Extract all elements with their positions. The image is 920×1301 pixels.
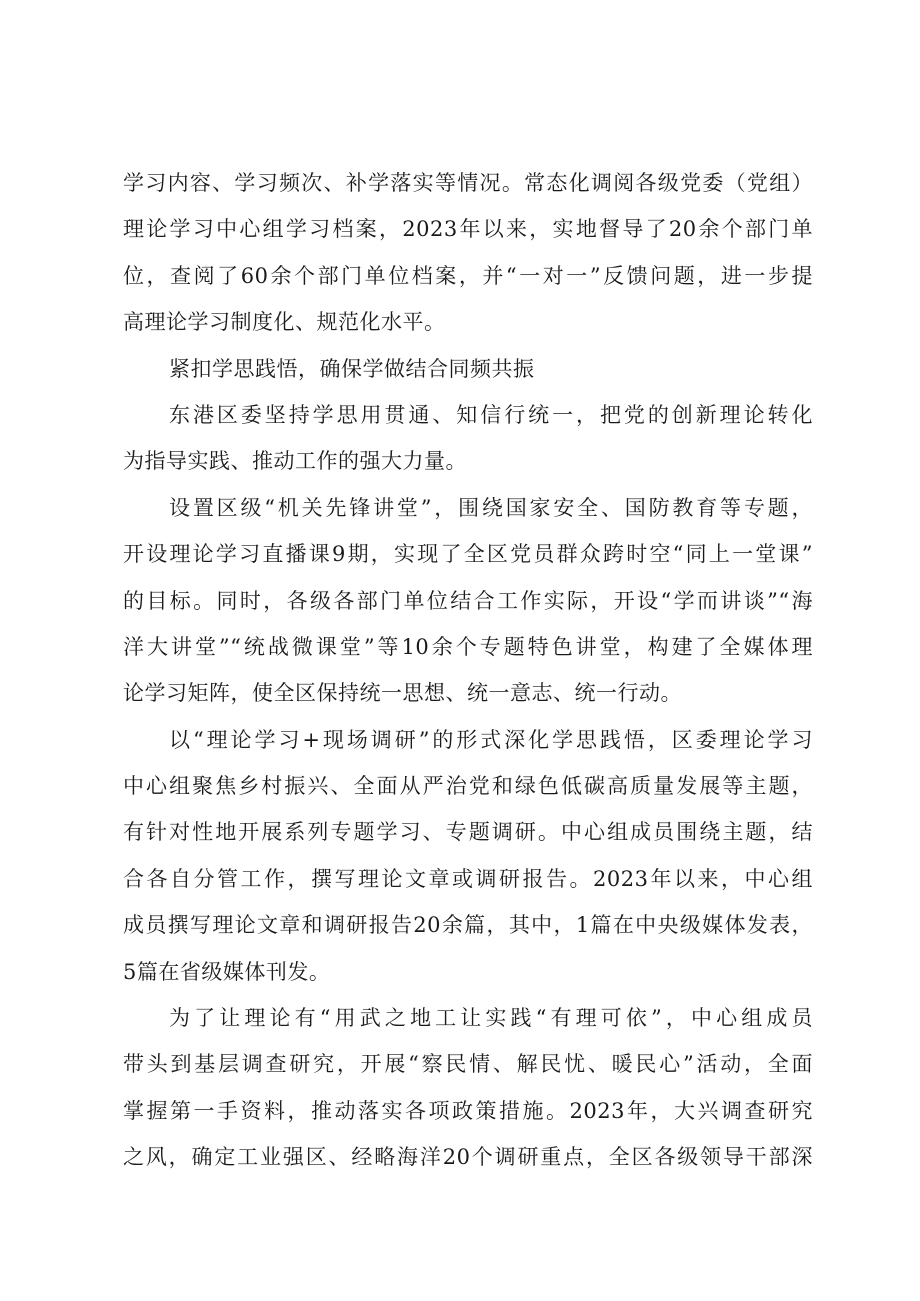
text-line: 设置区级“机关先锋讲堂”，围绕国家安全、国防教育等专题， — [169, 495, 813, 520]
text-line: 有针对性地开展系列专题学习、专题调研。中心组成员围绕主题，结 — [123, 820, 813, 845]
text-line: 合各自分管工作，撰写理论文章或调研报告。2023年以来，中心组 — [123, 866, 813, 891]
paragraph — [123, 392, 813, 485]
text-line: 位，查阅了60余个部门单位档案，并“一对一”反馈问题，进一步提 — [123, 263, 813, 288]
text-line: 为了让理论有“用武之地工让实践“有理可依”，中心组成员 — [169, 1006, 813, 1031]
text-line: 开设理论学习直播课9期，实现了全区党员群众跨时空“同上一堂课” — [123, 542, 813, 567]
text-line: 洋大讲堂”“统战微课堂”等10余个专题特色讲堂，构建了全媒体理 — [123, 634, 813, 659]
text-line: 东港区委坚持学思用贯通、知信行统一，把党的创新理论转化 — [169, 402, 813, 427]
text-line: 的目标。同时，各级各部门单位结合工作实际，开设“学而讲谈”“海 — [123, 588, 813, 613]
text-line: 高理论学习制度化、规范化水平。 — [123, 310, 446, 335]
text-line: 成员撰写理论文章和调研报告20余篇，其中，1篇在中央级媒体发表， — [123, 913, 813, 938]
text-line: 之风，确定工业强区、经略海洋20个调研重点，全区各级领导干部深 — [123, 1145, 813, 1170]
text-line: 论学习矩阵，使全区保持统一思想、统一意志、统一行动。 — [123, 681, 682, 706]
document-body — [123, 160, 813, 1181]
text-line: 中心组聚焦乡村振兴、全面从严治党和绿色低碳高质量发展等主题， — [123, 774, 813, 799]
paragraph — [123, 160, 813, 346]
text-line: 紧扣学思践悟，确保学做结合同频共振 — [169, 356, 535, 381]
text-line: 掌握第一手资料，推动落实各项政策措施。2023年，大兴调查研究 — [123, 1098, 813, 1123]
text-line: 理论学习中心组学习档案，2023年以来，实地督导了20余个部门单 — [123, 217, 813, 242]
text-line: 为指导实践、推动工作的强大力量。 — [123, 449, 467, 474]
paragraph — [123, 995, 813, 1181]
paragraph — [123, 485, 813, 717]
paragraph — [123, 346, 813, 392]
text-line: 5篇在省级媒体刊发。 — [123, 959, 331, 984]
text-line: 以“理论学习+现场调研”的形式深化学思践悟，区委理论学习 — [169, 727, 813, 752]
paragraph — [123, 717, 813, 995]
text-line: 带头到基层调查研究，开展“察民情、解民忧、暖民心”活动，全面 — [123, 1052, 813, 1077]
text-line: 学习内容、学习频次、补学落实等情况。常态化调阅各级党委（党组） — [123, 171, 813, 195]
